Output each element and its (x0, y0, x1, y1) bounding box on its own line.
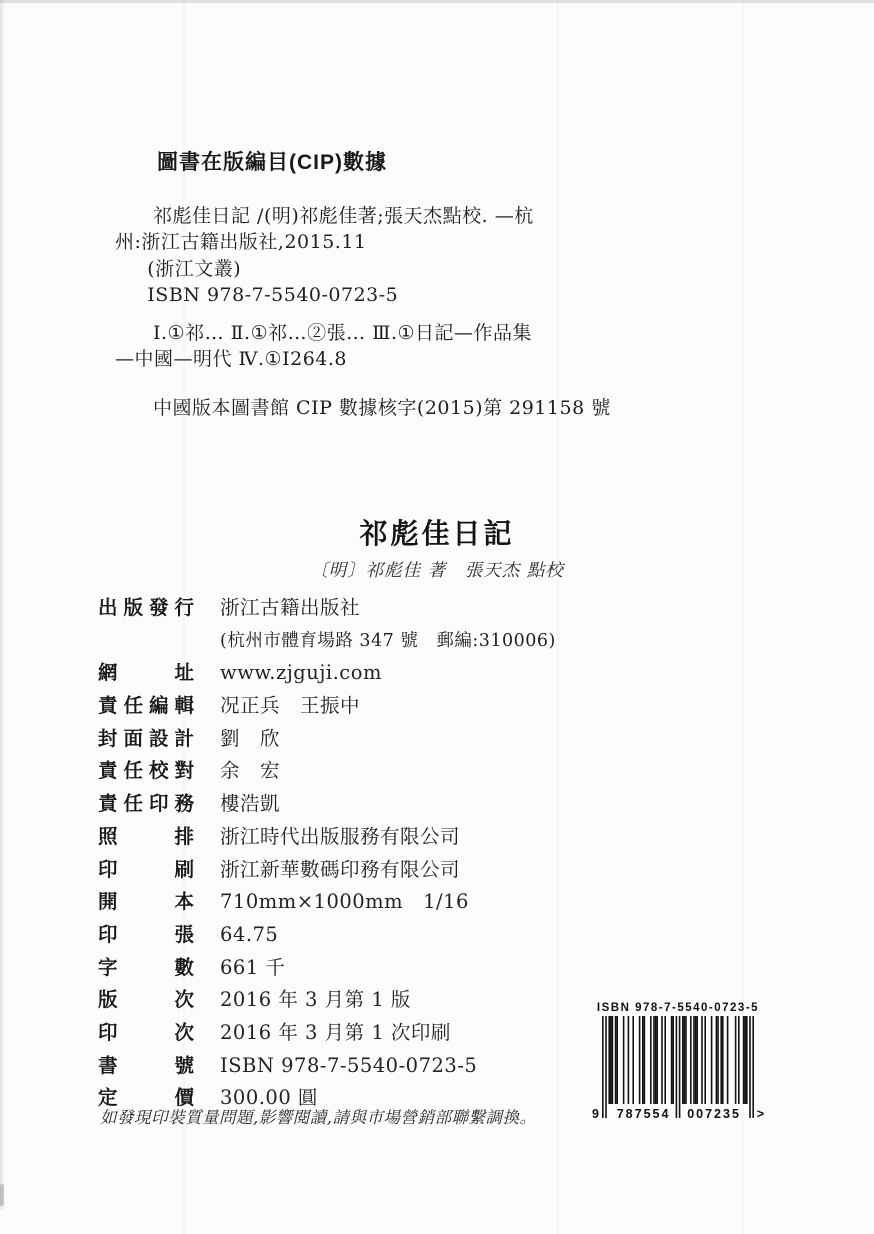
colophon-row-label: 版次 (98, 989, 194, 1012)
colophon-row-label: 責任編輯 (98, 695, 194, 718)
colophon-row-value: 浙江時代出版服務有限公司 (220, 824, 461, 848)
barcode-end-marker: > (756, 1107, 766, 1121)
colophon-row-label: 責任印務 (98, 793, 194, 816)
colophon-row (98, 723, 718, 756)
colophon-row-label: 開本 (98, 891, 194, 914)
cip-entry-line-2: 州:浙江古籍出版社,2015.11 (115, 231, 367, 253)
colophon-row-value: ISBN 978-7-5540-0723-5 (220, 1053, 478, 1077)
colophon-row-label: 印刷 (98, 858, 194, 881)
colophon-row-value: 余 宏 (220, 759, 281, 783)
colophon-row-value: 樓浩凱 (220, 792, 281, 816)
colophon-row-value: 710mm×1000mm 1/16 (220, 890, 469, 914)
isbn-barcode (592, 1002, 766, 1121)
colophon-row (98, 788, 718, 821)
colophon-row (98, 690, 718, 723)
barcode-digit-group-left: 787554 (616, 1107, 671, 1121)
colophon-row-value: 况正兵 王振中 (220, 694, 361, 718)
barcode-digits (592, 1107, 766, 1121)
colophon-row-label: 照排 (98, 825, 194, 848)
colophon-row-value: 劉 欣 (220, 726, 281, 750)
colophon-row-label: 網址 (98, 662, 194, 685)
colophon-row (98, 854, 718, 887)
cip-entry-line-1: 祁彪佳日記 /(明)祁彪佳著;張天杰點校. —杭 (153, 204, 534, 227)
colophon-row (98, 592, 718, 625)
cip-heading: 圖書在版編目(CIP)數據 (157, 151, 387, 174)
colophon-row (98, 886, 718, 919)
colophon-row-value: www.zjguji.com (220, 661, 382, 685)
barcode-bars (592, 1016, 766, 1121)
cip-record-line: 中國版本圖書館 CIP 數據核字(2015)第 291158 號 (153, 396, 611, 419)
colophon-row-value: (杭州市體育場路 347 號 郵編:310006) (220, 630, 556, 651)
colophon-row-label: 字數 (98, 956, 194, 979)
book-title: 祁彪佳日記 (359, 518, 515, 549)
colophon-row-value: 浙江新華數碼印務有限公司 (220, 857, 461, 881)
colophon-row-value: 2016 年 3 月第 1 版 (220, 988, 411, 1012)
book-byline: 〔明〕祁彪佳 著 張天杰 點校 (310, 561, 564, 581)
colophon-row (98, 919, 718, 952)
scan-smudge (0, 1184, 4, 1206)
colophon-row (98, 755, 718, 788)
colophon-row (98, 821, 718, 854)
colophon-row-label: 印張 (98, 923, 194, 946)
colophon-row-label: 印次 (98, 1021, 194, 1044)
colophon-row-label: 責任校對 (98, 760, 194, 783)
barcode-digit-first: 9 (592, 1107, 601, 1121)
cip-series-line: (浙江文叢) (147, 257, 242, 280)
colophon-row-value: 浙江古籍出版社 (220, 596, 361, 619)
colophon-row-label: 定價 (98, 1087, 194, 1110)
cip-block (115, 150, 695, 421)
quality-note: 如發現印裝質量問題,影響閱讀,請與市場營銷部聯繫調換。 (100, 1108, 537, 1127)
colophon-row-value: 661 千 (220, 955, 286, 979)
colophon-row-label: 出版發行 (98, 597, 194, 619)
colophon-row (98, 657, 718, 690)
colophon-row-value: 300.00 圓 (220, 1086, 318, 1110)
colophon-row-label: 書號 (98, 1054, 194, 1077)
colophon-row-label: 封面設計 (98, 727, 194, 750)
colophon-row-value: 64.75 (220, 922, 279, 946)
barcode-digit-group-right: 007235 (687, 1107, 741, 1121)
barcode-isbn-label: ISBN 978-7-5540-0723-5 (596, 1002, 760, 1014)
colophon-row-value: 2016 年 3 月第 1 次印刷 (220, 1020, 451, 1044)
colophon-row (98, 952, 718, 985)
cip-class-line-2: —中國—明代 Ⅳ.①I264.8 (115, 348, 347, 370)
cip-isbn-line: ISBN 978-7-5540-0723-5 (147, 284, 399, 306)
scan-edge-left (0, 0, 5, 1210)
colophon-row (98, 625, 718, 658)
cip-class-line-1: Ⅰ.①祁… Ⅱ.①祁…②張… Ⅲ.①日記—作品集 (153, 321, 533, 344)
